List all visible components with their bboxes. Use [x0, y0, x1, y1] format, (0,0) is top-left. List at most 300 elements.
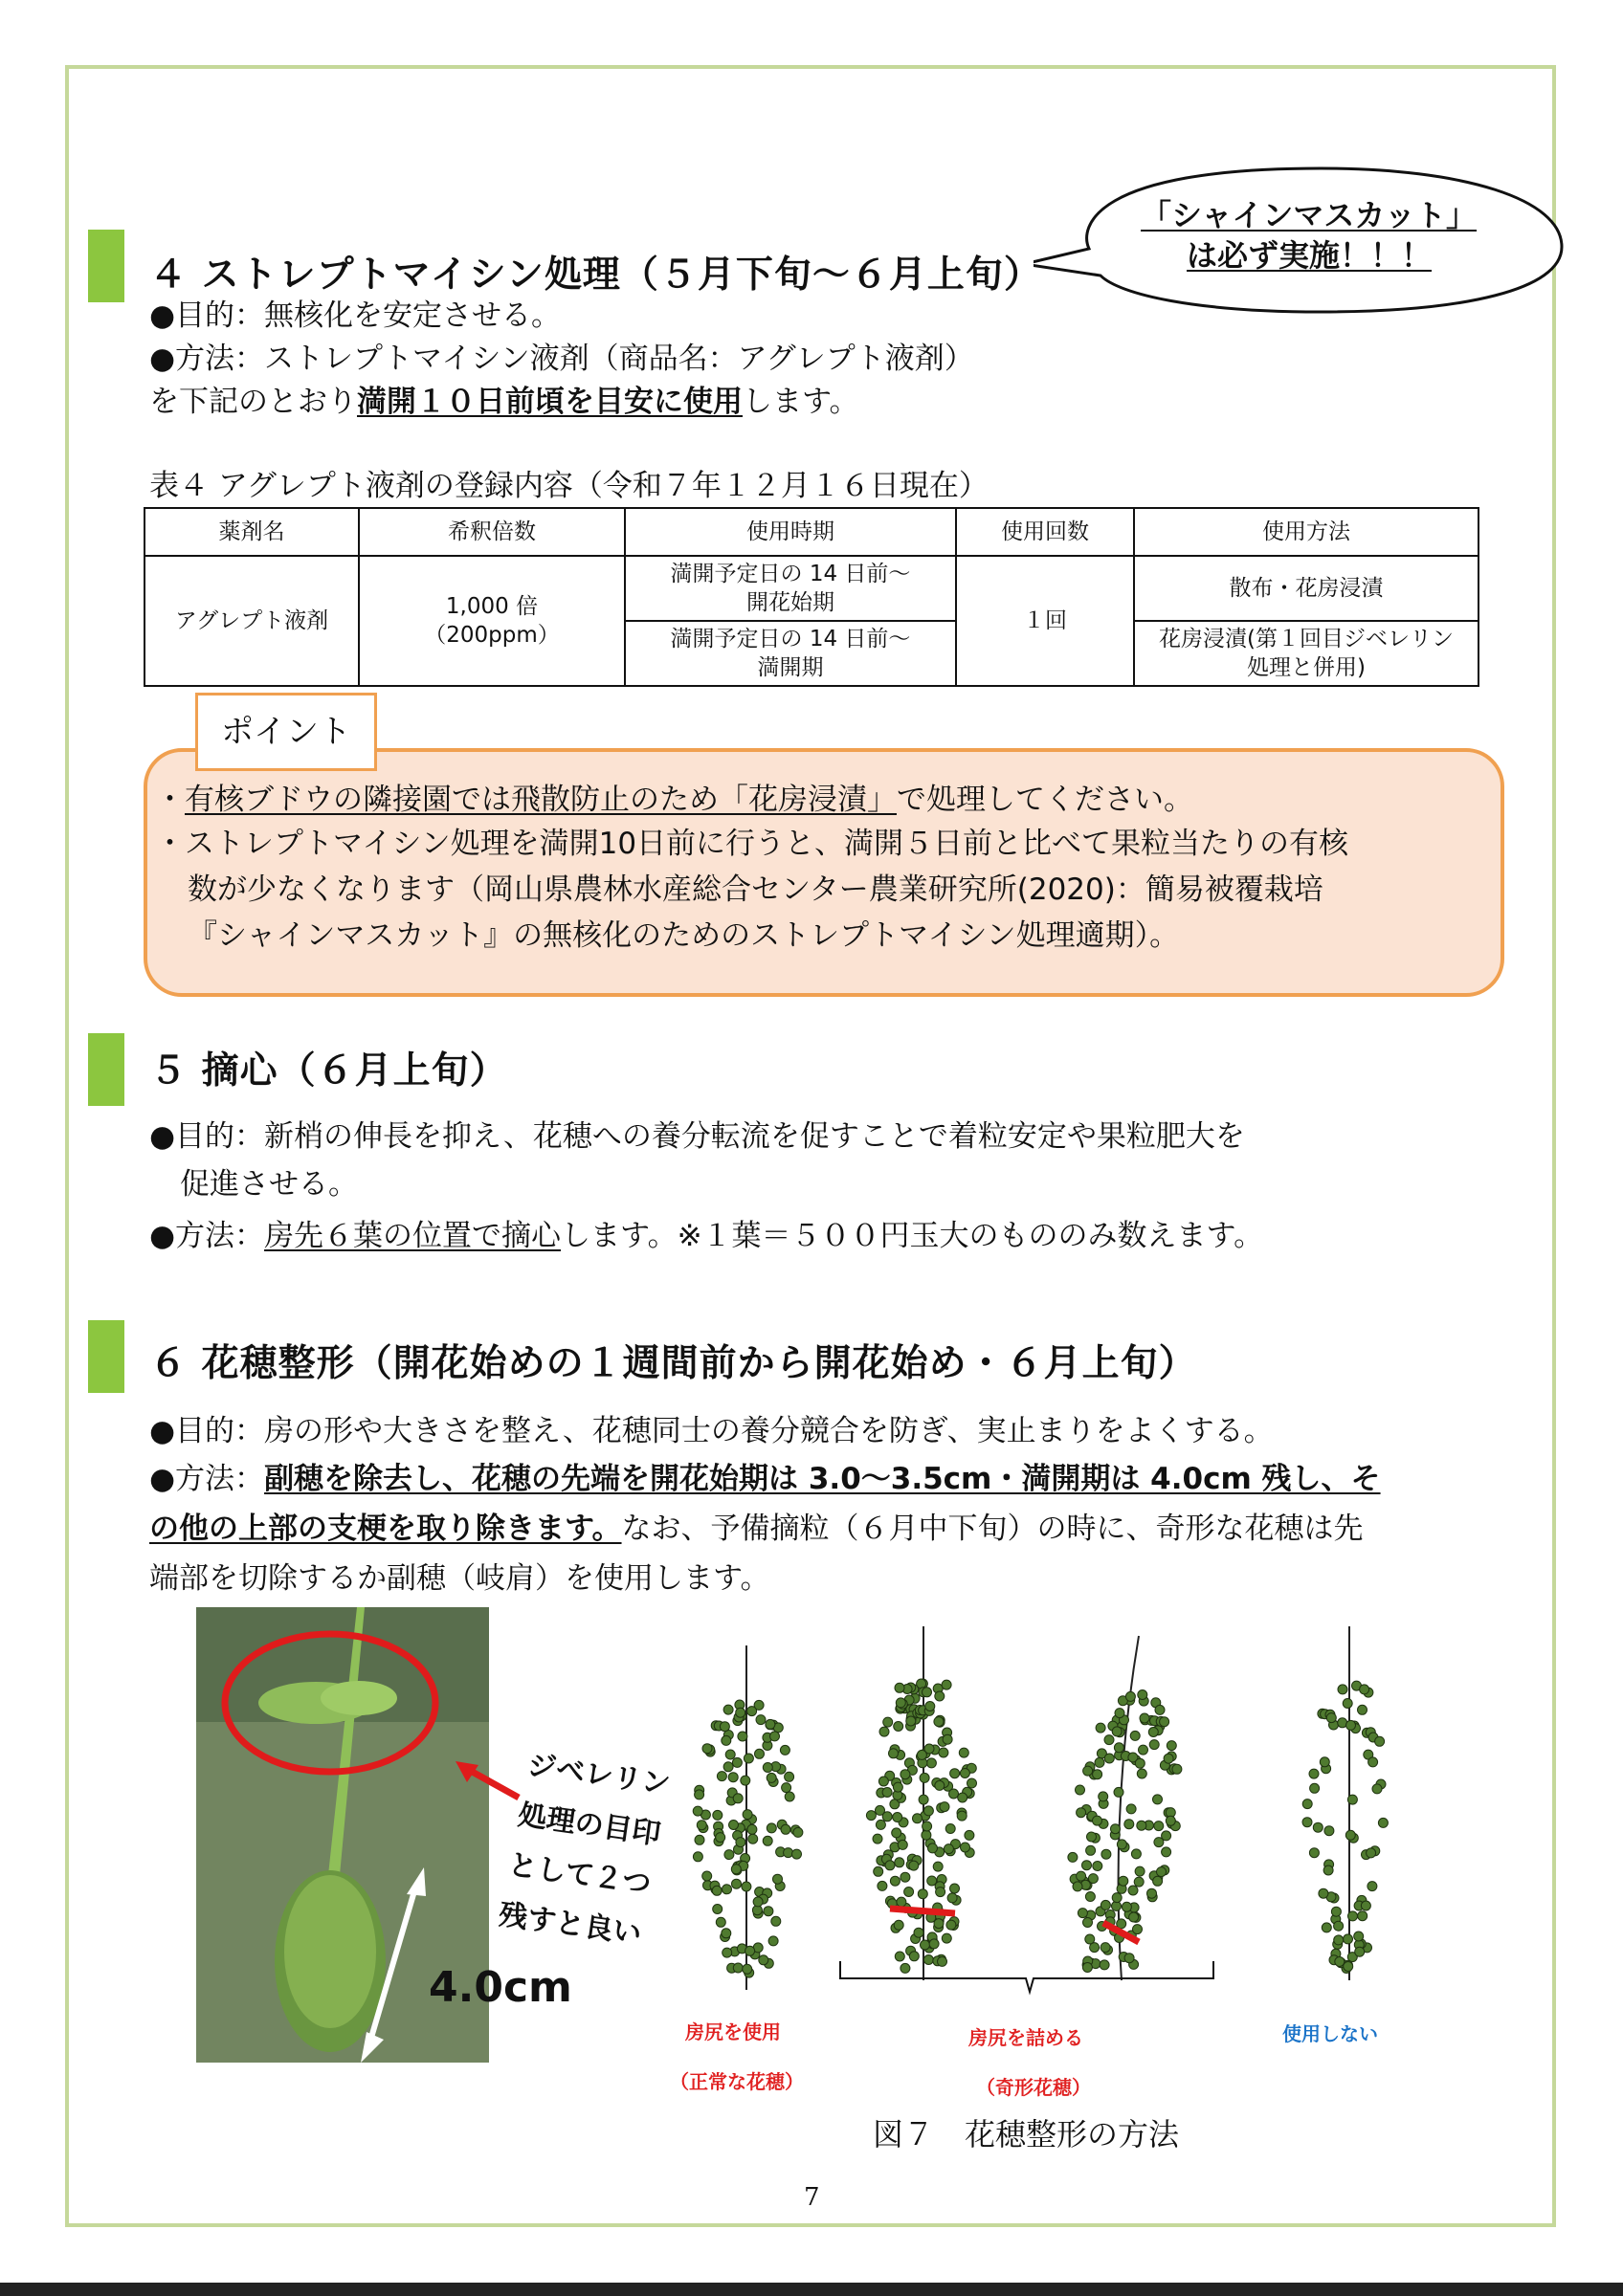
grape-berry	[1368, 1757, 1378, 1767]
grape-berry	[893, 1782, 902, 1792]
grape-berry	[1076, 1785, 1085, 1795]
grape-berry	[950, 1884, 960, 1893]
grape-berry	[759, 1955, 768, 1965]
grape-berry	[1104, 1754, 1114, 1763]
grape-berry	[724, 1850, 734, 1860]
grape-berry	[1344, 1962, 1353, 1972]
grape-berry	[906, 1716, 916, 1726]
section6-method-pre: ●方法：	[149, 1462, 265, 1496]
grape-berry	[1149, 1740, 1159, 1750]
grape-berry	[1313, 1822, 1323, 1832]
grape-berry	[1083, 1766, 1093, 1776]
grape-berry	[914, 1928, 923, 1937]
grape-berry	[925, 1702, 935, 1711]
grape-berry	[732, 1879, 742, 1888]
grape-berry	[939, 1748, 948, 1757]
grape-berry	[935, 1780, 945, 1790]
grape-berry	[923, 1821, 932, 1831]
grape-berry	[1358, 1705, 1367, 1714]
grape-berry	[1087, 1832, 1097, 1842]
grape-berry	[720, 1722, 729, 1732]
registration-table	[144, 507, 1479, 687]
grape-berry	[922, 1830, 931, 1840]
grape-berry	[897, 1897, 906, 1907]
section5-heading: ５ 摘心（６月上旬）	[149, 1049, 508, 1093]
grape-berry	[961, 1843, 970, 1852]
grape-berry	[1164, 1754, 1173, 1763]
grape-berry	[940, 1802, 949, 1812]
grape-berry	[1112, 1893, 1122, 1903]
header-dilution: 希釈倍数	[359, 508, 625, 556]
grape-berry	[695, 1835, 704, 1844]
grape-berry	[1117, 1840, 1126, 1849]
grape-berry	[1068, 1852, 1078, 1862]
grape-berry	[1334, 1935, 1344, 1945]
label-trim-tip-line1: 房尻を詰める	[968, 2026, 1083, 2049]
grape-berry	[736, 1838, 745, 1847]
grape-berry	[1310, 1783, 1320, 1793]
grape-berry	[768, 1936, 778, 1946]
grape-berry	[1126, 1804, 1136, 1814]
grape-berry	[960, 1769, 969, 1778]
section4-marker	[88, 230, 124, 302]
grape-berry	[1355, 1947, 1365, 1956]
grape-berry	[722, 1735, 731, 1745]
grape-berry	[1331, 1907, 1341, 1916]
label-trim-tip-line2: （奇形花穂）	[976, 2076, 1091, 2099]
grape-berry	[1172, 1764, 1182, 1774]
grape-berry	[1119, 1876, 1128, 1886]
grape-berry	[923, 1806, 933, 1816]
grape-berry	[1153, 1876, 1163, 1886]
label-use-tip-line2: （正常な花穂）	[670, 2070, 804, 2093]
grape-berry	[923, 1688, 932, 1697]
header-method: 使用方法	[1134, 508, 1478, 556]
grape-berry	[1167, 1741, 1176, 1751]
grape-berry	[1361, 1901, 1370, 1910]
grape-berry	[894, 1920, 903, 1930]
grape-berry	[950, 1769, 960, 1778]
grape-berry	[1122, 1902, 1131, 1911]
grape-berry	[1323, 1866, 1333, 1875]
grape-berry	[702, 1744, 712, 1754]
grape-berry	[745, 1946, 755, 1955]
point-bullet2-line1: ・ストレプトマイシン処理を満開10日前に行うと、満開５日前と比べて果粒当たりの有核	[155, 827, 1349, 861]
grape-berry	[697, 1821, 706, 1830]
grape-berry	[1082, 1963, 1092, 1973]
grape-berry	[702, 1871, 712, 1881]
grape-berry	[1111, 1824, 1121, 1834]
grape-berry	[967, 1778, 977, 1788]
cell-chemical: アグレプト液剤	[145, 556, 359, 686]
grape-berry	[1137, 1821, 1146, 1830]
grape-berry	[731, 1865, 741, 1874]
cell-method1: 散布・花房浸漬	[1134, 556, 1478, 621]
page-number: 7	[804, 2183, 820, 2212]
grape-berry	[892, 1828, 901, 1838]
point-bullet2-line2: 数が少なくなります（岡山県農林水産総合センター農業研究所(2020)：簡易被覆栽培	[188, 872, 1323, 907]
label-use-tip-line1: 房尻を使用	[685, 2020, 781, 2043]
section4-purpose: ●目的：無核化を安定させる。	[149, 298, 562, 333]
grape-berry	[947, 1893, 957, 1903]
grape-berry	[781, 1824, 790, 1834]
grape-berry	[873, 1834, 882, 1843]
grape-berry	[929, 1939, 939, 1949]
grape-berry	[1124, 1954, 1134, 1963]
grape-berry	[693, 1852, 702, 1862]
grape-berry	[893, 1813, 902, 1822]
grape-berry	[898, 1840, 907, 1849]
section6-method-post: なお、予備摘粒（６月中下旬）の時に、奇形な花穂は先	[621, 1512, 1364, 1546]
grape-berry	[733, 1963, 743, 1973]
grape-berry	[1334, 1921, 1344, 1931]
section5-method-pre: ●方法：	[149, 1219, 265, 1253]
grape-berry	[1135, 1866, 1145, 1876]
grape-berry	[1101, 1900, 1110, 1910]
grape-berry	[1085, 1934, 1095, 1944]
grape-berry	[742, 1882, 751, 1891]
grape-berry	[885, 1861, 895, 1870]
grape-berry	[771, 1916, 781, 1926]
grape-berry	[1115, 1709, 1124, 1718]
grape-berry	[1138, 1690, 1147, 1700]
grape-berry	[1319, 1888, 1328, 1898]
grape-berry	[900, 1872, 910, 1882]
photo-note-line2: 処理の目印	[516, 1798, 663, 1852]
grape-berry	[1157, 1867, 1167, 1877]
grape-berry	[904, 1888, 914, 1897]
grape-berry	[1128, 1886, 1138, 1895]
grape-berry	[957, 1811, 967, 1821]
grape-berry	[942, 1933, 951, 1943]
figure-caption: 図７ 花穂整形の方法	[873, 2116, 1180, 2152]
grape-berry	[1324, 1826, 1334, 1836]
grape-berry	[878, 1881, 887, 1890]
grape-berry	[1130, 1731, 1140, 1740]
table-header-row	[145, 508, 1478, 556]
grape-berry	[766, 1719, 775, 1729]
cell-timing1	[625, 556, 956, 621]
section6-marker	[88, 1320, 124, 1393]
point-bullet1	[155, 781, 1193, 819]
grape-berry	[713, 1810, 723, 1820]
grape-berry	[946, 1920, 956, 1930]
table-row	[145, 556, 1478, 621]
cell-method2	[1134, 621, 1478, 686]
grape-berry	[1096, 1723, 1105, 1733]
grape-berry	[900, 1963, 910, 1973]
header-chemical: 薬剤名	[145, 508, 359, 556]
grape-berry	[755, 1749, 765, 1758]
grape-berry	[741, 1776, 750, 1785]
grape-berry	[1077, 1808, 1086, 1818]
grape-berry	[926, 1758, 936, 1768]
method2-line1: 花房浸漬(第１回目ジベレリン	[1159, 627, 1454, 651]
table4-caption: 表４ アグレプト液剤の登録内容（令和７年１２月１６日現在）	[149, 469, 989, 503]
grape-berry	[900, 1770, 910, 1779]
grape-berry	[942, 1680, 951, 1689]
callout-line1: 「シャインマスカット」	[1141, 197, 1478, 233]
grape-berry	[1133, 1925, 1143, 1934]
timing2-line2: 満開期	[757, 655, 824, 680]
grape-berry	[748, 1834, 758, 1843]
grape-berry	[1375, 1736, 1385, 1746]
cell-count: １回	[956, 556, 1134, 686]
grape-berry	[878, 1777, 888, 1786]
grape-berry	[1139, 1745, 1148, 1755]
grape-berry	[1346, 1720, 1356, 1730]
bottom-rule	[0, 2283, 1623, 2296]
grape-berry	[928, 1843, 938, 1853]
grape-berry	[1160, 1717, 1169, 1727]
section4-heading: ４ ストレプトマイシン処理（５月下旬～６月上旬）	[149, 254, 1042, 297]
grape-berry	[1148, 1728, 1158, 1737]
grape-berry	[919, 1795, 928, 1804]
grape-berry	[1077, 1871, 1086, 1881]
section6-method-emphasis2: の他の上部の支梗を取り除きます。	[149, 1512, 622, 1546]
grape-berry	[1082, 1861, 1092, 1870]
grape-berry	[744, 1754, 753, 1763]
grape-berry	[743, 1964, 752, 1974]
point-bullet2-line3: 『シャインマスカット』の無核化のためのストレプトマイシン処理適期）。	[188, 918, 1180, 953]
dilution-line1: 1,000 倍	[445, 594, 539, 619]
grape-berry	[895, 1952, 904, 1961]
grape-berry	[933, 1862, 943, 1871]
grape-berry	[722, 1929, 731, 1938]
grape-berry	[935, 1691, 945, 1701]
section6-purpose: ●目的：房の形や大きさを整え、花穂同士の養分競合を防ぎ、実止まりをよくする。	[149, 1414, 1274, 1448]
grape-berry	[1162, 1847, 1171, 1857]
grape-berry	[874, 1866, 883, 1876]
section5-purpose-line1: ●目的：新梢の伸長を抑え、花穂への養分転流を促すことで着粒安定や果粒肥大を	[149, 1119, 1245, 1154]
grape-berry	[723, 1762, 733, 1772]
grape-berry	[1137, 1769, 1146, 1778]
grape-berry	[1078, 1909, 1087, 1918]
cut-mark-1	[890, 1909, 955, 1913]
grape-berry	[785, 1772, 794, 1781]
grape-berry	[1131, 1849, 1141, 1859]
section4-method-post: します。	[743, 385, 859, 419]
grape-berry	[736, 1708, 745, 1717]
grape-berry	[944, 1844, 953, 1854]
grape-berry	[1114, 1787, 1123, 1797]
grape-berry	[1378, 1818, 1388, 1827]
grape-berry	[743, 1810, 752, 1820]
grape-berry	[1154, 1821, 1164, 1831]
section5-method-post: します。※１葉＝５００円玉大のもののみ数えます。	[561, 1219, 1264, 1253]
grape-berry	[732, 1757, 742, 1767]
grape-berry	[1086, 1845, 1096, 1855]
grape-berry	[1135, 1758, 1145, 1768]
section5-purpose-line2: 促進させる。	[180, 1167, 358, 1202]
grape-berry	[1153, 1795, 1163, 1804]
grape-berry	[780, 1745, 789, 1755]
grape-berry	[1302, 1818, 1312, 1827]
grape-berry	[756, 1715, 766, 1725]
section5-method	[149, 1217, 1263, 1255]
grape-berry	[782, 1783, 791, 1793]
grape-berry	[1367, 1882, 1377, 1891]
grape-berry	[1083, 1918, 1093, 1928]
grape-berry	[1093, 1816, 1102, 1825]
dilution-line2: （200ppm）	[424, 623, 560, 648]
section4-method-line1: ●方法：ストレプトマイシン液剤（商品名：アグレプト液剤）	[149, 342, 974, 376]
header-timing: 使用時期	[625, 508, 956, 556]
grape-berry	[895, 1858, 904, 1867]
grape-berry	[747, 1707, 757, 1716]
grape-berry	[767, 1773, 776, 1782]
grape-berry	[728, 1773, 738, 1782]
point-tab: ポイント	[195, 693, 377, 771]
grape-berry	[785, 1792, 794, 1801]
grape-berry	[695, 1790, 704, 1799]
grape-berry	[895, 1683, 904, 1692]
grape-berry	[894, 1722, 903, 1732]
cell-dilution	[359, 556, 625, 686]
grape-berry	[1358, 1911, 1367, 1921]
section4-method-line2	[149, 383, 859, 421]
grape-berry	[1101, 1849, 1111, 1859]
section5-marker	[88, 1033, 124, 1106]
grape-berry	[882, 1812, 892, 1821]
grape-berry	[883, 1717, 893, 1727]
grape-berry	[959, 1748, 968, 1757]
photo-note-line1: ジベレリン	[525, 1748, 673, 1802]
grape-berry	[792, 1849, 802, 1859]
grape-berry	[773, 1874, 783, 1884]
grape-berry	[943, 1734, 952, 1744]
bullet1-emphasis: 有核ブドウの隣接園では飛散防止のため「花房浸漬」	[185, 783, 897, 817]
grape-berry	[747, 1824, 757, 1834]
grape-berry	[1372, 1784, 1382, 1794]
grape-berry	[920, 1773, 929, 1782]
grape-berry	[1140, 1713, 1149, 1723]
grape-berry	[1335, 1957, 1345, 1967]
grape-berry	[958, 1793, 967, 1802]
callout-line2: は必ず実施！！！	[1187, 237, 1433, 274]
section4-method-emphasis: 満開１０日前頃を目安に使用	[357, 385, 743, 419]
grape-berry	[767, 1823, 776, 1833]
grape-berry	[1125, 1691, 1135, 1701]
timing1-line1: 満開予定日の 14 日前～	[670, 562, 911, 586]
grape-berry	[945, 1824, 955, 1834]
grape-berry	[738, 1732, 747, 1741]
grape-berry	[1338, 1685, 1347, 1694]
grape-berry	[770, 1732, 780, 1741]
grape-berry	[1166, 1816, 1175, 1825]
section6-method-line2	[149, 1510, 1364, 1548]
grape-berry	[1112, 1727, 1122, 1736]
timing1-line2: 開花始期	[746, 590, 834, 615]
grape-berry	[753, 1897, 763, 1907]
grape-berry	[923, 1955, 933, 1965]
grape-berry	[1344, 1934, 1353, 1944]
grape-berry	[763, 1763, 772, 1773]
grape-berry	[1147, 1888, 1157, 1898]
grape-berry	[965, 1830, 974, 1840]
cluster-diagrams	[651, 1617, 1435, 1999]
section6-method-line1	[149, 1460, 1381, 1498]
trim-group-bracket	[840, 1961, 1213, 1992]
grape-berry	[723, 1948, 732, 1957]
grape-berry	[866, 1811, 876, 1821]
grape-berry	[793, 1827, 803, 1837]
grape-berry	[716, 1833, 725, 1843]
grape-berry	[890, 1876, 900, 1886]
section6-heading: ６ 花穂整形（開花始めの１週間前から開花始め・６月上旬）	[149, 1342, 1197, 1385]
grape-berry	[896, 1698, 905, 1708]
grape-berry	[1343, 1699, 1352, 1709]
bullet1-marker: ・	[155, 783, 185, 817]
grape-berry	[1104, 1735, 1114, 1745]
grape-berry	[1088, 1874, 1098, 1884]
grape-berry	[936, 1888, 945, 1897]
grape-berry	[1154, 1838, 1164, 1847]
grape-berry	[876, 1820, 885, 1829]
grape-berry	[1101, 1943, 1110, 1953]
grape-berry	[1322, 1923, 1331, 1932]
grape-berry	[879, 1727, 889, 1736]
grape-berry	[1124, 1820, 1134, 1829]
grape-berry	[1326, 1713, 1336, 1723]
measure-label: 4.0cm	[429, 1963, 572, 2012]
grape-berry	[693, 1806, 702, 1816]
grape-berry	[1093, 1770, 1102, 1779]
photo-pointer-arrow	[450, 1755, 526, 1813]
grape-berry	[949, 1789, 959, 1799]
grape-berry	[1099, 1792, 1108, 1801]
grape-berry	[716, 1917, 725, 1927]
grape-berry	[1302, 1799, 1312, 1809]
timing2-line1: 満開予定日の 14 日前～	[670, 627, 911, 651]
grape-berry	[934, 1717, 944, 1727]
grape-berry	[1309, 1848, 1319, 1858]
method2-line2: 処理と併用)	[1247, 655, 1366, 680]
grape-berry	[1095, 1757, 1104, 1767]
grape-berry	[909, 1952, 919, 1961]
grape-berry	[1073, 1882, 1082, 1891]
grape-berry	[1360, 1685, 1369, 1694]
grape-berry	[712, 1886, 722, 1895]
grape-berry	[763, 1836, 772, 1845]
grape-berry	[1345, 1830, 1355, 1840]
grape-berry	[717, 1772, 726, 1781]
grape-berry	[713, 1905, 723, 1914]
grape-berry	[889, 1749, 899, 1758]
label-not-used: 使用しない	[1282, 2022, 1378, 2045]
grape-berry	[918, 1889, 927, 1899]
grape-berry	[1093, 1862, 1102, 1871]
grape-berry	[725, 1750, 735, 1759]
grape-berry	[1100, 1960, 1109, 1970]
grape-berry	[1085, 1892, 1095, 1902]
bullet1-post: で処理してください。	[897, 783, 1193, 817]
grape-berry	[913, 1814, 923, 1823]
section5-method-emphasis: 房先６葉の位置で摘心	[264, 1219, 562, 1253]
grape-berry	[723, 1705, 733, 1714]
section6-method-line3: 端部を切除するか副穂（岐肩）を使用します。	[149, 1561, 770, 1596]
grape-berry	[1354, 1932, 1364, 1941]
grape-berry	[733, 1794, 743, 1803]
grape-berry	[784, 1848, 793, 1858]
grape-berry	[723, 1885, 732, 1894]
grape-berry	[938, 1956, 947, 1966]
grape-berry	[909, 1861, 919, 1870]
grape-berry	[1134, 1877, 1144, 1887]
grape-berry	[1367, 1848, 1376, 1858]
grape-berry	[1155, 1705, 1165, 1714]
grape-berry	[917, 1750, 926, 1759]
